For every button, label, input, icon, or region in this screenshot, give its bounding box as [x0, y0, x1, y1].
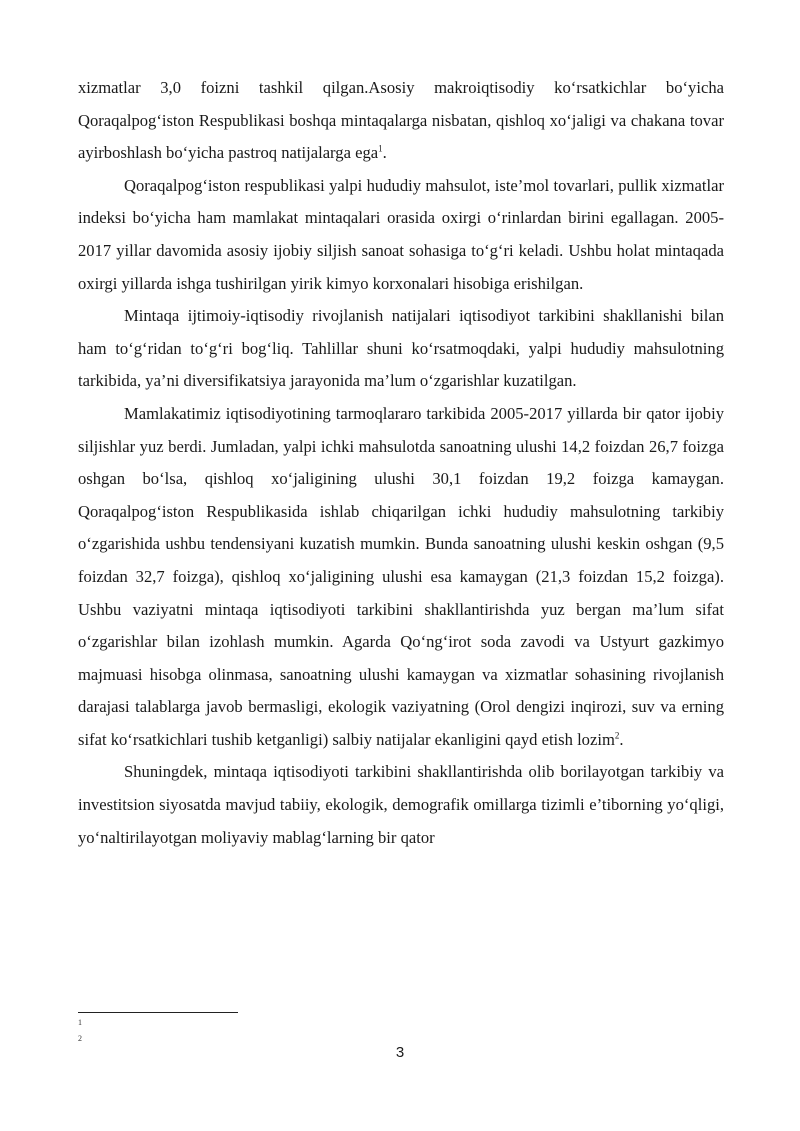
paragraph-3: Mintaqa ijtimoiy-iqtisodiy rivojlanish natijalari iqtisodiyot tarkibini shakllanishi bilan ham to‘g‘ridan to‘g‘ri bog‘liq. Tahlillar shuni ko‘rsatmoqdaki, yalpi hududiy mahsulotning tarkibida, ya’ni diversifikatsiya jarayonida ma’lum o‘zgarishlar kuzatilgan. — [78, 306, 724, 391]
paragraph-5: Shuningdek, mintaqa iqtisodiyoti tarkibini shakllantirishda olib borilayotgan tarkibiy va investitsion siyosatda mavjud tabiiy, ekologik, demografik omillarga tizimli e’tiborning yo‘qligi, yo‘naltirilayotgan moliyaviy mablag‘larning bir qator — [78, 762, 724, 847]
footnote-ref-2[interactable]: 2 — [614, 730, 620, 741]
footnote-separator — [78, 1012, 238, 1013]
footnote-1: 1 — [78, 1018, 82, 1027]
footnote-ref-1[interactable]: 1 — [378, 143, 383, 154]
paragraph-4: Mamlakatimiz iqtisodiyotining tarmoqlararo tarkibida 2005-2017 yillarda bir qator ijobiy siljishlar yuz berdi. Jumladan, yalpi ichki mahsulotda sanoatning ulushi 14,2 foizdan 26,7 foizga oshgan bo‘lsa, qishloq xo‘jaligining ulushi 30,1 foizdan 19,2 foizga kamaygan. Qoraqalpog‘iston Respublikasida ishlab chiqarilgan ichki hududiy mahsulotning tarkibiy o‘zgarishida ushbu tendensiyani kuzatish mumkin. Bunda sanoatning ulushi keskin oshgan (9,5 foizdan 32,7 foizga), qishloq xo‘jaligining ulushi esa kamaygan (21,3 foizdan 15,2 foizga). Ushbu vaziyatni mintaqa iqtisodiyoti tarkibini shakllantirishda yuz bergan ma’lum sifat o‘zgarishlar bilan izohlash mumkin. Agarda Qo‘ng‘irot soda zavodi va Ustyurt gazkimyo majmuasi hisobga olinmasa, sanoatning ulushi kamaygan va xizmatlar sohasining rivojlanish darajasi talablarga javob bermasligi, ekologik vaziyatning (Orol dengizi inqirozi, suv va erning sifat ko‘rsatkichlari tushib ketganligi) salbiy natijalar ekanligini qayd etish lozim$^2$. — [78, 403, 724, 749]
page-number: 3 — [395, 1044, 405, 1061]
footnote-2: 2 — [78, 1034, 82, 1043]
paragraph-1: xizmatlar 3,0 foizni tashkil qilgan.Asosiy makroiqtisodiy ko‘rsatkichlar bo‘yicha Qoraqalpog‘iston Respublikasi boshqa mintaqalarga nisbatan, qishloq xo‘jaligi va chakana tovar ayirboshlash bo‘yicha pastroq natijalarga ega$^1$. — [78, 78, 724, 163]
document-body — [78, 72, 724, 854]
paragraph-2: Qoraqalpog‘iston respublikasi yalpi hududiy mahsulot, iste’mol tovarlari, pullik xizmatlar indeksi bo‘yicha ham mamlakat mintaqalari orasida oxirgi o‘rinlardan birini egallagan. 2005-2017 yillar davomida asosiy ijobiy siljish sanoat sohasiga to‘g‘ri keladi. Ushbu holat mintaqada oxirgi yillarda ishga tushirilgan yirik kimyo korxonalari hisobiga erishilgan. — [78, 175, 724, 293]
